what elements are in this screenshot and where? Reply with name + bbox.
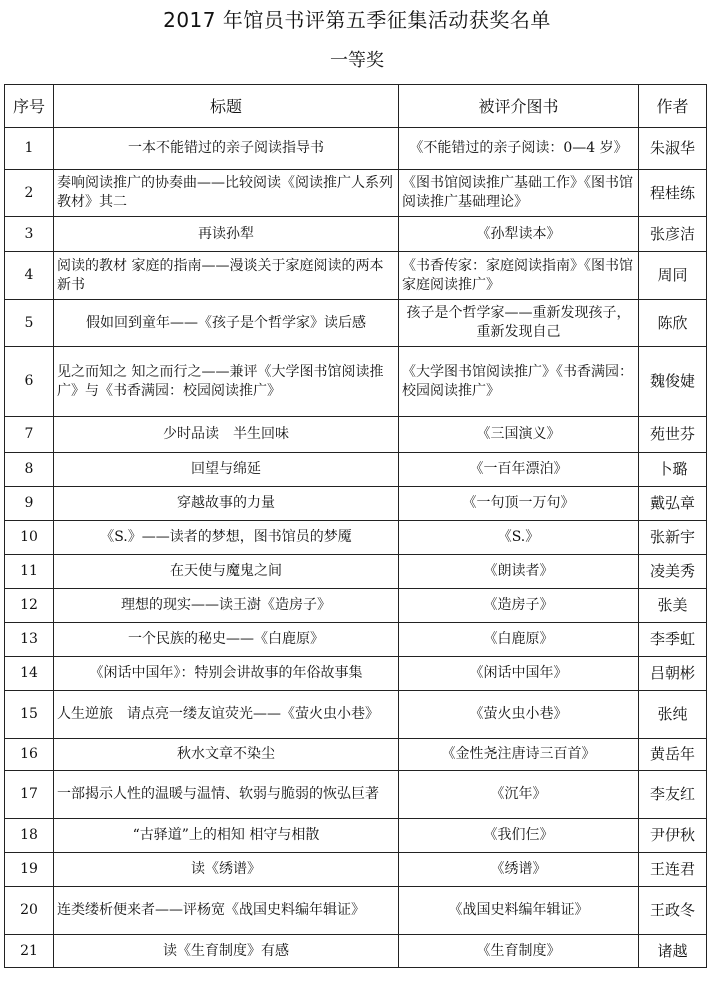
- table-header-row: [5, 85, 707, 128]
- author: 陈欣: [639, 300, 707, 347]
- reviewed-book: 《战国史料编年辑证》: [399, 887, 639, 935]
- table-row: [5, 887, 707, 935]
- author: 程桂练: [639, 170, 707, 217]
- table-row: [5, 771, 707, 819]
- row-number: 1: [5, 128, 54, 170]
- table-row: [5, 521, 707, 555]
- reviewed-book: 《我们仨》: [399, 819, 639, 853]
- row-number: 4: [5, 252, 54, 300]
- reviewed-book: 《沉年》: [399, 771, 639, 819]
- author: 凌美秀: [639, 555, 707, 589]
- table-row: [5, 935, 707, 968]
- row-number: 17: [5, 771, 54, 819]
- review-title: 少时品读 半生回味: [54, 417, 399, 453]
- review-title: 读《绣谱》: [54, 853, 399, 887]
- author: 尹伊秋: [639, 819, 707, 853]
- reviewed-book: 《萤火虫小巷》: [399, 691, 639, 739]
- author: 张彦洁: [639, 217, 707, 252]
- author: 周同: [639, 252, 707, 300]
- review-title: 人生逆旅 请点亮一缕友谊荧光——《萤火虫小巷》: [54, 691, 399, 739]
- reviewed-book: 《孙犁读本》: [399, 217, 639, 252]
- review-title: 一部揭示人性的温暖与温情、软弱与脆弱的恢弘巨著: [54, 771, 399, 819]
- page-title: 2017 年馆员书评第五季征集活动获奖名单: [163, 8, 551, 32]
- reviewed-book: 《一百年漂泊》: [399, 453, 639, 487]
- row-number: 21: [5, 935, 54, 968]
- review-title: 穿越故事的力量: [54, 487, 399, 521]
- author: 王连君: [639, 853, 707, 887]
- review-title: 见之而知之 知之而行之——兼评《大学图书馆阅读推广》与《书香满园：校园阅读推广》: [54, 347, 399, 417]
- row-number: 2: [5, 170, 54, 217]
- author: 吕朝彬: [639, 657, 707, 691]
- reviewed-book: 《白鹿原》: [399, 623, 639, 657]
- reviewed-book: 《生育制度》: [399, 935, 639, 968]
- header-book: 被评介图书: [399, 85, 639, 128]
- review-title: 一个民族的秘史——《白鹿原》: [54, 623, 399, 657]
- review-title: 假如回到童年——《孩子是个哲学家》读后感: [54, 300, 399, 347]
- reviewed-book: 《绣谱》: [399, 853, 639, 887]
- table-row: [5, 300, 707, 347]
- table-row: [5, 453, 707, 487]
- table-row: [5, 252, 707, 300]
- row-number: 19: [5, 853, 54, 887]
- reviewed-book: 《金性尧注唐诗三百首》: [399, 739, 639, 771]
- review-title: 再读孙犁: [54, 217, 399, 252]
- reviewed-book: 《图书馆阅读推广基础工作》《图书馆阅读推广基础理论》: [399, 170, 639, 217]
- author: 黄岳年: [639, 739, 707, 771]
- row-number: 8: [5, 453, 54, 487]
- row-number: 5: [5, 300, 54, 347]
- table-row: [5, 853, 707, 887]
- review-title: “古驿道”上的相知 相守与相散: [54, 819, 399, 853]
- header-author: 作者: [639, 85, 707, 128]
- row-number: 16: [5, 739, 54, 771]
- reviewed-book: 《朗读者》: [399, 555, 639, 589]
- table-row: [5, 347, 707, 417]
- table-row: [5, 623, 707, 657]
- review-title: 奏响阅读推广的协奏曲——比较阅读《阅读推广人系列教材》其二: [54, 170, 399, 217]
- row-number: 11: [5, 555, 54, 589]
- author: 李友红: [639, 771, 707, 819]
- reviewed-book: 孩子是个哲学家——重新发现孩子，重新发现自己: [399, 300, 639, 347]
- review-title: 回望与绵延: [54, 453, 399, 487]
- row-number: 13: [5, 623, 54, 657]
- row-number: 3: [5, 217, 54, 252]
- row-number: 6: [5, 347, 54, 417]
- table-row: [5, 417, 707, 453]
- award-level-heading: 一等奖: [330, 50, 384, 71]
- reviewed-book: 《S.》: [399, 521, 639, 555]
- author: 张美: [639, 589, 707, 623]
- review-title: 秋水文章不染尘: [54, 739, 399, 771]
- row-number: 9: [5, 487, 54, 521]
- author: 朱淑华: [639, 128, 707, 170]
- author: 张纯: [639, 691, 707, 739]
- header-title: 标题: [54, 85, 399, 128]
- row-number: 7: [5, 417, 54, 453]
- review-title: 《S.》——读者的梦想，图书馆员的梦魇: [54, 521, 399, 555]
- author: 张新宇: [639, 521, 707, 555]
- author: 魏俊婕: [639, 347, 707, 417]
- row-number: 14: [5, 657, 54, 691]
- review-title: 读《生育制度》有感: [54, 935, 399, 968]
- winners-table: [4, 84, 707, 968]
- table-row: [5, 691, 707, 739]
- reviewed-book: 《一句顶一万句》: [399, 487, 639, 521]
- table-row: [5, 657, 707, 691]
- review-title: 在天使与魔鬼之间: [54, 555, 399, 589]
- table-row: [5, 819, 707, 853]
- author: 苑世芬: [639, 417, 707, 453]
- row-number: 18: [5, 819, 54, 853]
- review-title: 连类缕析便来者——评杨宽《战国史料编年辑证》: [54, 887, 399, 935]
- review-title: 《闲话中国年》：特别会讲故事的年俗故事集: [54, 657, 399, 691]
- review-title: 阅读的教材 家庭的指南——漫谈关于家庭阅读的两本新书: [54, 252, 399, 300]
- review-title: 理想的现实——读王澍《造房子》: [54, 589, 399, 623]
- reviewed-book: 《三国演义》: [399, 417, 639, 453]
- table-row: [5, 487, 707, 521]
- row-number: 20: [5, 887, 54, 935]
- reviewed-book: 《大学图书馆阅读推广》《书香满园：校园阅读推广》: [399, 347, 639, 417]
- row-number: 10: [5, 521, 54, 555]
- table-row: [5, 217, 707, 252]
- author: 卜璐: [639, 453, 707, 487]
- table-row: [5, 555, 707, 589]
- author: 戴弘章: [639, 487, 707, 521]
- reviewed-book: 《闲话中国年》: [399, 657, 639, 691]
- review-title: 一本不能错过的亲子阅读指导书: [54, 128, 399, 170]
- reviewed-book: 《造房子》: [399, 589, 639, 623]
- row-number: 12: [5, 589, 54, 623]
- table-row: [5, 170, 707, 217]
- author: 王政冬: [639, 887, 707, 935]
- author: 诸越: [639, 935, 707, 968]
- reviewed-book: 《不能错过的亲子阅读：0—4 岁》: [399, 128, 639, 170]
- author: 李季虹: [639, 623, 707, 657]
- reviewed-book: 《书香传家：家庭阅读指南》《图书馆家庭阅读推广》: [399, 252, 639, 300]
- table-row: [5, 128, 707, 170]
- header-number: 序号: [5, 85, 54, 128]
- row-number: 15: [5, 691, 54, 739]
- table-row: [5, 739, 707, 771]
- table-row: [5, 589, 707, 623]
